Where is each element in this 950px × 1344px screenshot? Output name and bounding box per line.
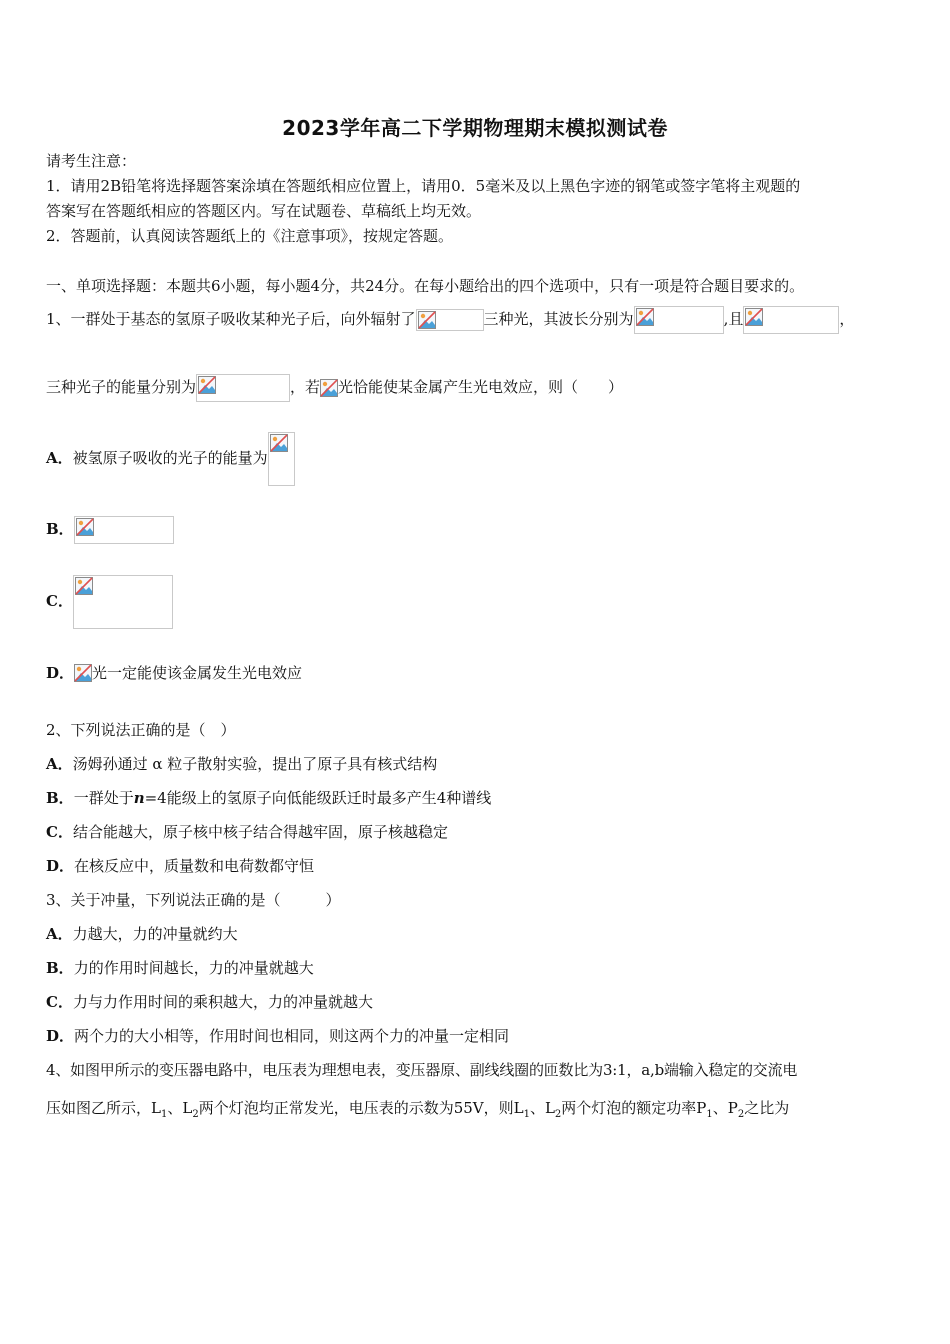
notice-item-2: 2．答题前，认真阅读答题纸上的《注意事项》，按规定答题。 xyxy=(46,227,454,245)
notice-item-1a: 1．请用2B铅笔将选择题答案涂填在答题纸相应位置上，请用0．5毫米及以上黑色字迹的钢笔或签字笔将主观题的 xyxy=(46,177,801,195)
q3-option-a: A．力越大，力的冲量就约大 xyxy=(46,925,238,943)
broken-image-icon xyxy=(268,432,295,486)
q3-option-c: C．力与力作用时间的乘积越大，力的冲量就越大 xyxy=(46,993,373,1011)
q1-option-a: A．被氢原子吸收的光子的能量为 xyxy=(46,431,295,486)
q3-stem: 3、关于冲量，下列说法正确的是（ ） xyxy=(46,891,341,909)
page-title: 2023学年高二下学期物理期末模拟测试卷 xyxy=(282,116,668,140)
q2-option-b: B．一群处于n=4能级上的氢原子向低能级跃迁时最多产生4种谱线 xyxy=(46,789,492,807)
q2-option-d: D．在核反应中，质量数和电荷数都守恒 xyxy=(46,857,315,875)
q2-option-a: A．汤姆孙通过 α 粒子散射实验，提出了原子具有核式结构 xyxy=(46,755,438,773)
notice-item-1b: 答案写在答题纸相应的答题区内。写在试题卷、草稿纸上均无效。 xyxy=(46,202,482,220)
broken-image-icon xyxy=(196,374,290,402)
broken-image-icon xyxy=(634,306,724,334)
q2-option-c: C．结合能越大，原子核中核子结合得越牢固，原子核越稳定 xyxy=(46,823,448,841)
q1-stem-line1: 1、一群处于基态的氢原子吸收某种光子后，向外辐射了 三种光，其波长分别为 ,且 ， xyxy=(46,304,854,334)
q1-option-d: D． 光一定能使该金属发生光电效应 xyxy=(46,664,303,682)
q4-stem-line1: 4、如图甲所示的变压器电路中，电压表为理想电表，变压器原、副线线圈的匝数比为3:1，a,b端输入稳定的交流电 xyxy=(46,1061,798,1079)
section-heading: 一、单项选择题：本题共6小题，每小题4分，共24分。在每小题给出的四个选项中，只有一项是符合题目要求的。 xyxy=(46,277,805,295)
broken-image-icon xyxy=(74,664,92,684)
q1-option-c: C． xyxy=(46,574,173,629)
q3-option-d: D．两个力的大小相等，作用时间也相同，则这两个力的冲量一定相同 xyxy=(46,1027,510,1045)
q3-option-b: B．力的作用时间越长，力的冲量就越大 xyxy=(46,959,314,977)
broken-image-icon xyxy=(743,306,839,334)
broken-image-icon xyxy=(320,379,338,397)
q1-option-b: B． xyxy=(46,515,174,544)
q2-stem: 2、下列说法正确的是（ ） xyxy=(46,721,236,739)
q4-stem-line2: 压如图乙所示，$L_1$、$L_2$两个灯泡均正常发光，电压表的示数为55V，则$L_1$、$L_2$两个灯泡的额定功率$P_1$、$P_2$之比为 xyxy=(46,1099,790,1120)
q1-stem-line2: 三种光子的能量分别为 ，若 光恰能使某金属产生光电效应，则（ ） xyxy=(46,372,623,402)
broken-image-icon xyxy=(416,309,484,331)
broken-image-icon xyxy=(73,575,173,629)
notice-heading: 请考生注意： xyxy=(46,152,137,170)
broken-image-icon xyxy=(74,516,174,544)
